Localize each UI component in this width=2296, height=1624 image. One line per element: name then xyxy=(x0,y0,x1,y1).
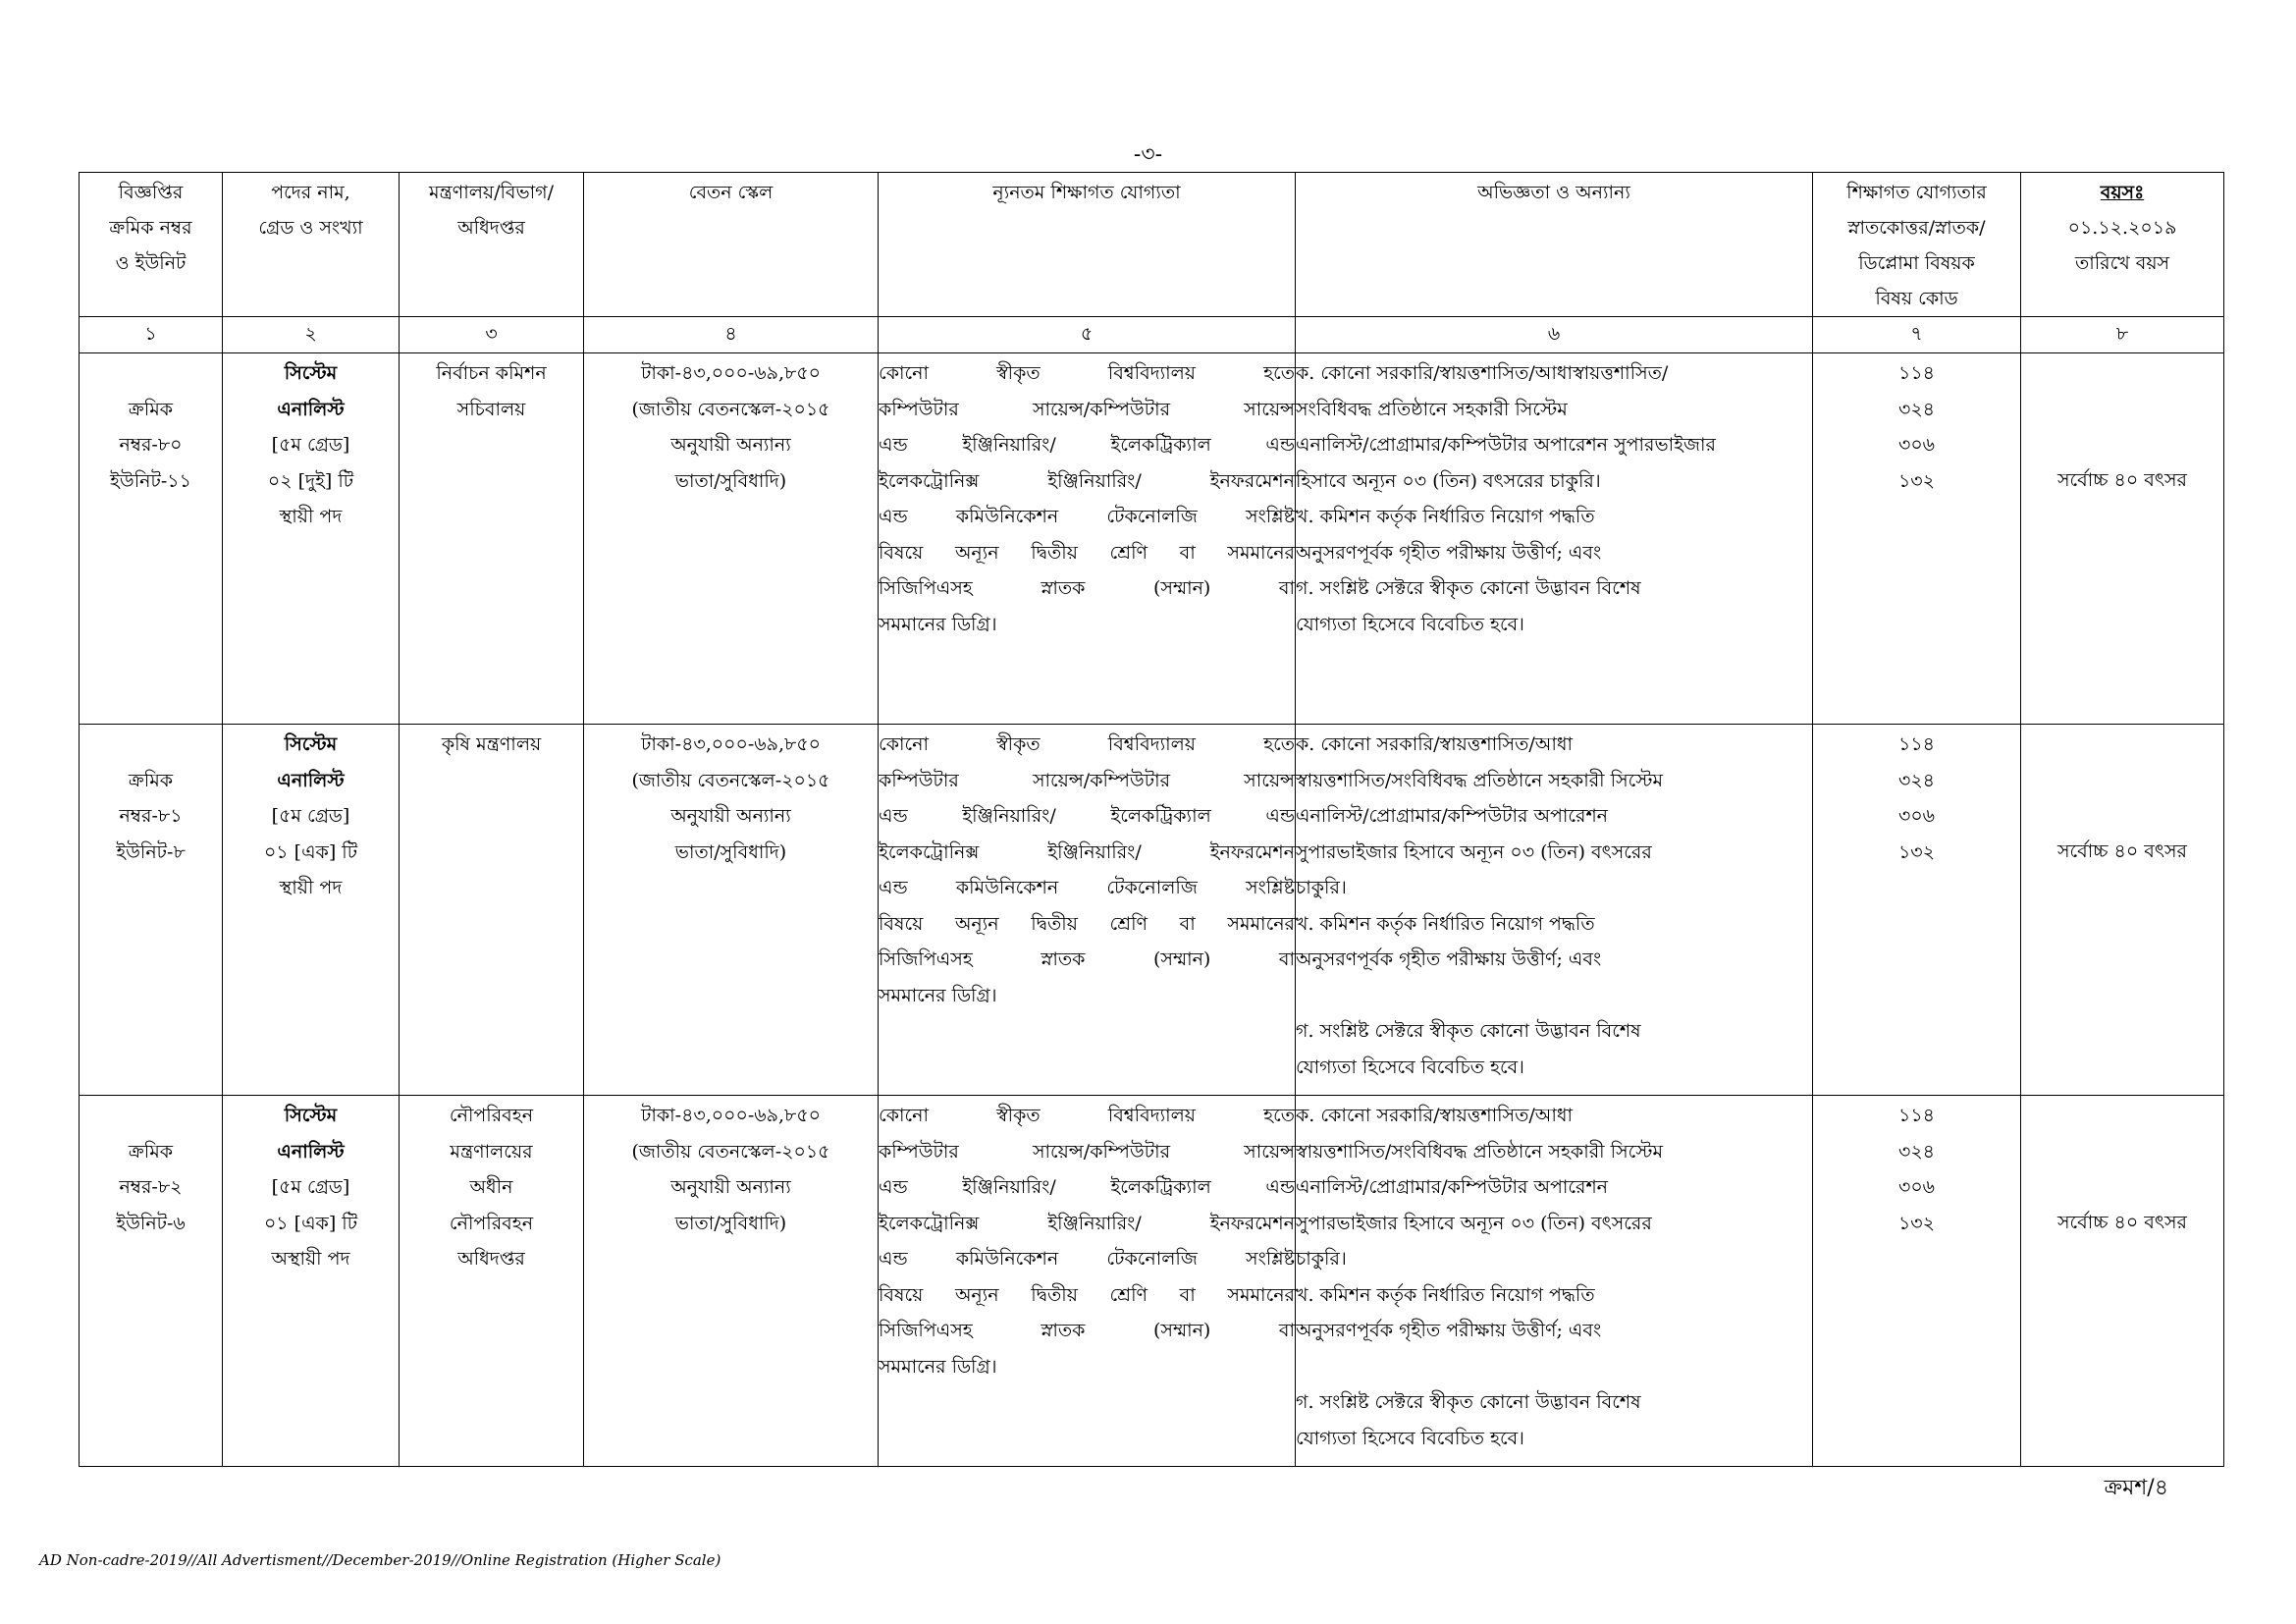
experience-line: এনালিস্ট/প্রোগ্রামার/কম্পিউটার অপারেশন xyxy=(1296,805,1609,827)
header-min-education xyxy=(879,173,1296,317)
education-cell xyxy=(879,1096,1296,1467)
education-line: ইলেকট্রোনিক্স ইঞ্জিনিয়ারিং/ ইনফরমেশন xyxy=(879,1212,1295,1234)
education-line: ইলেকট্রোনিক্স ইঞ্জিনিয়ারিং/ ইনফরমেশন xyxy=(879,840,1295,863)
pay-scale-cell xyxy=(584,1096,879,1467)
header-subject-code xyxy=(1813,173,2021,317)
column-number: ৭ xyxy=(1813,317,2021,353)
serial-line: ইউনিট-৮ xyxy=(116,840,186,863)
experience-line: স্বায়ত্তশাসিত/সংবিধিবদ্ধ প্রতিষ্ঠানে সহকারী সিস্টেম xyxy=(1296,769,1664,791)
subject-code: ১১৪ xyxy=(1898,733,1935,755)
header-post-grade-count xyxy=(223,173,400,317)
age-limit: সর্বোচ্চ ৪০ বৎসর xyxy=(2056,469,2187,491)
experience-line: অনুসরণপূর্বক গৃহীত পরীক্ষায় উত্তীর্ণ; এবং xyxy=(1296,948,1602,970)
experience-line: যোগ্যতা হিসেবে বিবেচিত হবে। xyxy=(1296,613,1524,635)
serial-line: ইউনিট-১১ xyxy=(110,469,191,492)
ministry-cell xyxy=(400,353,584,725)
pay-scale-line: টাকা-৪৩,০০০-৬৯,৮৫০ xyxy=(640,733,822,755)
pay-scale-line: ভাতা/সুবিধাদি) xyxy=(674,840,787,863)
education-line: কোনো স্বীকৃত বিশ্ববিদ্যালয় হতে xyxy=(879,362,1295,384)
experience-line: স্বায়ত্তশাসিত/সংবিধিবদ্ধ প্রতিষ্ঠানে সহকারী সিস্টেম xyxy=(1296,1140,1664,1163)
post-title-line: সিস্টেম xyxy=(284,733,338,755)
column-number: ১ xyxy=(80,317,223,353)
education-line: এন্ড ইঞ্জিনিয়ারিং/ ইলেকট্রিক্যাল এন্ড xyxy=(879,1176,1295,1198)
header-age xyxy=(2021,173,2224,317)
pay-scale-line: অনুযায়ী অন্যান্য xyxy=(670,434,791,456)
serial-line: নম্বর-৮১ xyxy=(119,805,183,827)
subject-code-cell xyxy=(1813,353,2021,725)
experience-line: অনুসরণপূর্বক গৃহীত পরীক্ষায় উত্তীর্ণ; এবং xyxy=(1296,541,1602,564)
pay-scale-line: (জাতীয় বেতনস্কেল-২০১৫ xyxy=(631,1140,830,1163)
subject-code: ১৩২ xyxy=(1897,840,1936,863)
subject-code: ৩০৬ xyxy=(1897,805,1936,827)
education-line: সমমানের ডিগ্রি। xyxy=(879,984,997,1006)
age-limit: সর্বোচ্চ ৪০ বৎসর xyxy=(2056,1212,2187,1233)
header-experience-other xyxy=(1296,173,1813,317)
header-line: শিক্ষাগত যোগ্যতার xyxy=(1846,182,1987,203)
pay-scale-line: (জাতীয় বেতনস্কেল-২০১৫ xyxy=(631,398,830,420)
experience-line: সুপারভাইজার হিসাবে অন্যূন ০৩ (তিন) বৎসরের xyxy=(1296,840,1652,863)
spacer xyxy=(80,727,222,763)
pay-scale-line: অনুযায়ী অন্যান্য xyxy=(670,805,791,827)
subject-code: ১৩২ xyxy=(1897,1212,1936,1234)
experience-line: যোগ্যতা হিসেবে বিবেচিত হবে। xyxy=(1296,1056,1524,1078)
ministry-line: সচিবালয় xyxy=(456,398,526,420)
subject-code: ৩২৪ xyxy=(1897,769,1936,791)
ministry-cell xyxy=(400,725,584,1096)
post-detail-line: ০১ [এক] টি xyxy=(263,840,358,863)
pay-scale-line: টাকা-৪৩,০০০-৬৯,৮৫০ xyxy=(640,1105,822,1126)
column-number: ৫ xyxy=(879,317,1296,353)
column-number: ৮ xyxy=(2021,317,2224,353)
spacer xyxy=(80,1098,222,1134)
header-line: পদের নাম, xyxy=(271,182,350,203)
age-cell xyxy=(2021,353,2224,725)
header-line: অধিদপ্তর xyxy=(457,217,525,239)
education-line: কোনো স্বীকৃত বিশ্ববিদ্যালয় হতে xyxy=(879,1105,1295,1126)
post-detail-line: ০২ [দুই] টি xyxy=(267,469,354,492)
experience-line: এনালিস্ট/প্রোগ্রামার/কম্পিউটার অপারেশন xyxy=(1296,1176,1609,1198)
experience-line: অনুসরণপূর্বক গৃহীত পরীক্ষায় উত্তীর্ণ; এবং xyxy=(1296,1320,1602,1341)
serial-unit-cell xyxy=(80,353,223,725)
ministry-line: নির্বাচন কমিশন xyxy=(436,362,547,384)
education-line: বিষয়ে অন্যূন দ্বিতীয় শ্রেণি বা সমমানের xyxy=(879,541,1295,564)
subject-code-cell xyxy=(1813,1096,2021,1467)
footer-reference: AD Non-cadre-2019//All Advertisment//December-2019//Online Registration (Higher Scale) xyxy=(39,1551,721,1569)
experience-cell xyxy=(1296,353,1813,725)
post-detail-line: স্থায়ী পদ xyxy=(279,506,343,527)
pay-scale-line: ভাতা/সুবিধাদি) xyxy=(674,1212,787,1234)
ministry-cell xyxy=(400,1096,584,1467)
experience-line: খ. কমিশন কর্তৃক নির্ধারিত নিয়োগ পদ্ধতি xyxy=(1296,912,1595,935)
header-line: ও ইউনিট xyxy=(115,252,187,274)
header-row xyxy=(80,173,2224,317)
post-title-line: সিস্টেম xyxy=(284,1105,338,1126)
post-cell xyxy=(223,725,400,1096)
header-line: বিষয় কোড xyxy=(1875,288,1958,309)
education-line: সিজিপিএসহ স্নাতক (সম্মান) বা xyxy=(879,1320,1295,1341)
pay-scale-line: ভাতা/সুবিধাদি) xyxy=(674,469,787,492)
serial-line: ক্রমিক xyxy=(128,769,174,791)
header-serial-unit xyxy=(80,173,223,317)
education-line: বিষয়ে অন্যূন দ্বিতীয় শ্রেণি বা সমমানের xyxy=(879,1283,1295,1306)
ministry-line: নৌপরিবহন xyxy=(449,1212,534,1234)
education-line: এন্ড কমিউনিকেশন টেকনোলজি সংশ্লিষ্ট xyxy=(879,1248,1295,1270)
column-number: ৩ xyxy=(400,317,584,353)
subject-code: ৩০৬ xyxy=(1897,1176,1936,1198)
post-title-line: এনালিস্ট xyxy=(277,398,345,420)
education-line: এন্ড কমিউনিকেশন টেকনোলজি সংশ্লিষ্ট xyxy=(879,506,1295,527)
post-detail-line: [৫ম গ্রেড] xyxy=(271,434,350,456)
experience-line xyxy=(1296,1349,1812,1385)
experience-line xyxy=(1296,978,1812,1014)
table-row xyxy=(80,353,2224,725)
header-line: ক্রমিক নম্বর xyxy=(109,217,192,239)
serial-unit-cell xyxy=(80,725,223,1096)
header-line: গ্রেড ও সংখ্যা xyxy=(258,217,363,239)
education-line: সমমানের ডিগ্রি। xyxy=(879,613,997,635)
header-pay-scale xyxy=(584,173,879,317)
post-title-line: এনালিস্ট xyxy=(277,769,345,791)
age-cell xyxy=(2021,1096,2224,1467)
post-detail-line: [৫ম গ্রেড] xyxy=(271,805,350,827)
header-ministry-department xyxy=(400,173,584,317)
subject-code: ১৩২ xyxy=(1897,469,1936,492)
pay-scale-cell xyxy=(584,353,879,725)
education-line: কম্পিউটার সায়েন্স/কম্পিউটার সায়েন্স xyxy=(879,1140,1295,1163)
post-cell xyxy=(223,353,400,725)
header-line: তারিখে বয়স xyxy=(2074,252,2170,274)
header-line: স্নাতকোত্তর/স্নাতক/ xyxy=(1847,217,1986,239)
experience-line: সংবিধিবদ্ধ প্রতিষ্ঠানে সহকারী সিস্টেম xyxy=(1296,398,1568,420)
subject-code-cell xyxy=(1813,725,2021,1096)
pay-scale-line: টাকা-৪৩,০০০-৬৯,৮৫০ xyxy=(640,362,822,384)
education-line: সিজিপিএসহ স্নাতক (সম্মান) বা xyxy=(879,577,1295,599)
education-line: এন্ড ইঞ্জিনিয়ারিং/ ইলেকট্রিক্যাল এন্ড xyxy=(879,434,1295,456)
post-detail-line: ০১ [এক] টি xyxy=(263,1212,358,1234)
column-number: ২ xyxy=(223,317,400,353)
post-title-line: সিস্টেম xyxy=(284,362,338,384)
experience-line: গ. সংশ্লিষ্ট সেক্টরে স্বীকৃত কোনো উদ্ভাবন বিশেষ xyxy=(1296,1020,1641,1042)
education-cell xyxy=(879,725,1296,1096)
column-number: ৪ xyxy=(584,317,879,353)
column-number-row xyxy=(80,317,2224,353)
subject-code: ১১৪ xyxy=(1898,1105,1935,1126)
post-detail-line: স্থায়ী পদ xyxy=(279,877,343,898)
pay-scale-cell xyxy=(584,725,879,1096)
advertisement-table xyxy=(79,172,2224,1467)
serial-line: ক্রমিক xyxy=(128,1140,174,1163)
age-limit: সর্বোচ্চ ৪০ বৎসর xyxy=(2056,840,2187,862)
experience-line: ক. কোনো সরকারি/স্বায়ত্তশাসিত/আধাস্বায়ত্তশাসিত/ xyxy=(1296,362,1669,384)
education-line: কম্পিউটার সায়েন্স/কম্পিউটার সায়েন্স xyxy=(879,769,1295,791)
serial-unit-cell xyxy=(80,1096,223,1467)
experience-line: চাকুরি। xyxy=(1296,877,1347,898)
ministry-line: মন্ত্রণালয়ের xyxy=(450,1140,533,1163)
header-line: ডিপ্লোমা বিষয়ক xyxy=(1858,252,1975,274)
post-detail-line: [৫ম গ্রেড] xyxy=(271,1176,350,1198)
subject-code: ৩২৪ xyxy=(1897,398,1936,420)
post-title-line: এনালিস্ট xyxy=(277,1140,345,1163)
experience-line: যোগ্যতা হিসেবে বিবেচিত হবে। xyxy=(1296,1427,1524,1449)
experience-line: চাকুরি। xyxy=(1296,1248,1347,1270)
experience-line: গ. সংশ্লিষ্ট সেক্টরে স্বীকৃত কোনো উদ্ভাবন বিশেষ xyxy=(1296,577,1641,599)
experience-line: হিসাবে অন্যূন ০৩ (তিন) বৎসরের চাকুরি। xyxy=(1296,469,1601,492)
ministry-line: অধিদপ্তর xyxy=(457,1248,525,1270)
header-line: মন্ত্রণালয়/বিভাগ/ xyxy=(428,182,555,203)
header-line: অভিজ্ঞতা ও অন্যান্য xyxy=(1477,182,1630,203)
education-line: এন্ড ইঞ্জিনিয়ারিং/ ইলেকট্রিক্যাল এন্ড xyxy=(879,805,1295,827)
post-cell xyxy=(223,1096,400,1467)
experience-line: এনালিস্ট/প্রোগ্রামার/কম্পিউটার অপারেশন সুপারভাইজার xyxy=(1296,434,1716,456)
pay-scale-line: (জাতীয় বেতনস্কেল-২০১৫ xyxy=(631,769,830,791)
education-line: সিজিপিএসহ স্নাতক (সম্মান) বা xyxy=(879,948,1295,970)
header-line: বিজ্ঞপ্তির xyxy=(118,182,184,203)
subject-code: ১১৪ xyxy=(1898,362,1935,384)
header-line: ন্যূনতম শিক্ষাগত যোগ্যতা xyxy=(992,182,1181,203)
header-line: ০১.১২.২০১৯ xyxy=(2067,217,2177,239)
ministry-line: কৃষি মন্ত্রণালয় xyxy=(441,733,542,755)
education-line: ইলেকট্রোনিক্স ইঞ্জিনিয়ারিং/ ইনফরমেশন xyxy=(879,469,1295,492)
experience-line: গ. সংশ্লিষ্ট সেক্টরে স্বীকৃত কোনো উদ্ভাবন বিশেষ xyxy=(1296,1391,1641,1413)
experience-line: খ. কমিশন কর্তৃক নির্ধারিত নিয়োগ পদ্ধতি xyxy=(1296,506,1595,527)
experience-cell xyxy=(1296,1096,1813,1467)
ministry-line: অধীন xyxy=(469,1176,513,1198)
age-cell xyxy=(2021,725,2224,1096)
ministry-line: নৌপরিবহন xyxy=(449,1105,534,1126)
header-line: বয়সঃ xyxy=(2100,182,2145,203)
spacer xyxy=(80,355,222,392)
page-number: -৩- xyxy=(1133,142,1163,167)
serial-line: ক্রমিক xyxy=(128,398,174,420)
pay-scale-line: অনুযায়ী অন্যান্য xyxy=(670,1176,791,1198)
education-line: বিষয়ে অন্যূন দ্বিতীয় শ্রেণি বা সমমানের xyxy=(879,912,1295,935)
post-detail-line: অস্থায়ী পদ xyxy=(271,1248,350,1270)
serial-line: নম্বর-৮০ xyxy=(119,434,183,456)
education-line: কম্পিউটার সায়েন্স/কম্পিউটার সায়েন্স xyxy=(879,398,1295,420)
serial-line: নম্বর-৮২ xyxy=(119,1176,183,1198)
header-line: বেতন স্কেল xyxy=(688,182,774,203)
table-row xyxy=(80,1096,2224,1467)
experience-cell xyxy=(1296,725,1813,1096)
education-line: কোনো স্বীকৃত বিশ্ববিদ্যালয় হতে xyxy=(879,733,1295,755)
subject-code: ৩০৬ xyxy=(1897,434,1936,456)
experience-line: ক. কোনো সরকারি/স্বায়ত্তশাসিত/আধা xyxy=(1296,733,1574,755)
subject-code: ৩২৪ xyxy=(1897,1140,1936,1163)
continuation-marker: ক্রমশ/৪ xyxy=(2104,1476,2168,1500)
education-line: সমমানের ডিগ্রি। xyxy=(879,1355,997,1378)
table-row xyxy=(80,725,2224,1096)
experience-line: খ. কমিশন কর্তৃক নির্ধারিত নিয়োগ পদ্ধতি xyxy=(1296,1283,1595,1306)
education-cell xyxy=(879,353,1296,725)
column-number: ৬ xyxy=(1296,317,1813,353)
experience-line: ক. কোনো সরকারি/স্বায়ত্তশাসিত/আধা xyxy=(1296,1105,1574,1126)
experience-line: সুপারভাইজার হিসাবে অন্যূন ০৩ (তিন) বৎসরের xyxy=(1296,1212,1652,1234)
serial-line: ইউনিট-৬ xyxy=(116,1212,186,1234)
education-line: এন্ড কমিউনিকেশন টেকনোলজি সংশ্লিষ্ট xyxy=(879,877,1295,898)
